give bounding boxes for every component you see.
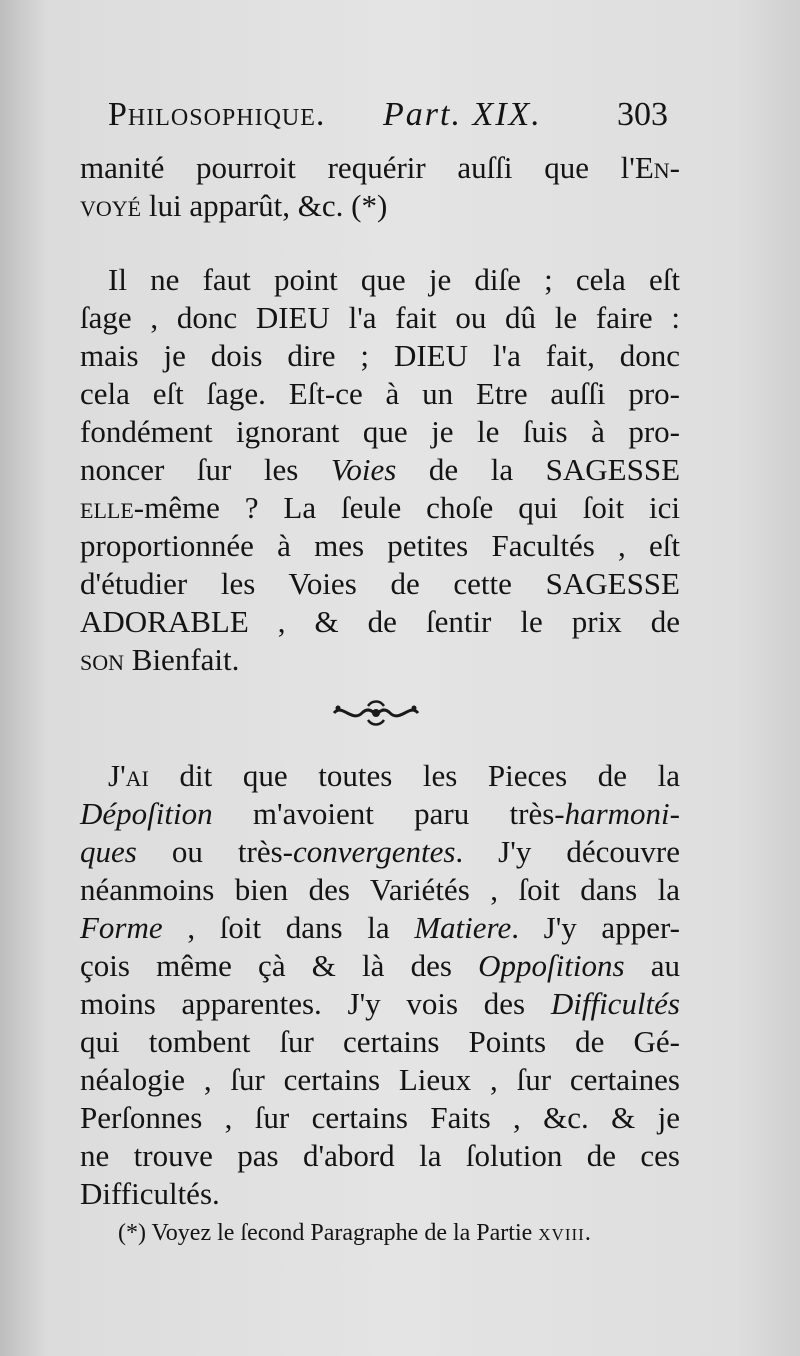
text-line <box>80 452 680 492</box>
italic-span: Matiere <box>414 910 512 945</box>
text-line <box>80 642 680 682</box>
text-line: ſage , donc DIEU l'a fait ou dû le faire : <box>80 300 680 335</box>
text-line <box>80 188 680 228</box>
footnote-text: (*) Voyez le ſecond Paragraphe de la Partie <box>118 1220 539 1246</box>
running-header <box>108 96 668 144</box>
italic-span: Oppoſitions <box>478 948 625 983</box>
text-span: çois même çà & là des <box>80 948 479 983</box>
text-line: Perſonnes , ſur certains Faits , &c. & je <box>80 1100 680 1135</box>
italic-span: Voies <box>330 452 397 487</box>
text-span: de la SAGESSE <box>396 452 681 487</box>
small-caps-span: En- <box>634 150 680 185</box>
footnote-ref: xviii. <box>538 1220 592 1246</box>
text-line: Difficultés. <box>80 1176 220 1211</box>
text-span: ou très- <box>136 834 293 869</box>
fleuron-ornament-icon <box>328 698 424 728</box>
italic-span: convergentes <box>293 834 456 869</box>
page-number: 303 <box>617 96 668 133</box>
text-line: néalogie , ſur certains Lieux , ſur certaines <box>80 1062 680 1097</box>
text-span: , ſoit dans la <box>162 910 415 945</box>
text-line: néanmoins bien des Variétés , ſoit dans la <box>80 872 680 907</box>
text-line: cela eſt ſage. Eſt-ce à un Etre auſſi pro- <box>80 376 680 411</box>
text-line: Il ne faut point que je diſe ; cela eſt <box>108 262 680 297</box>
text-line <box>80 796 680 836</box>
text-line <box>80 150 680 190</box>
text-span: m'avoient paru très- <box>212 796 565 831</box>
small-caps-span: elle <box>80 490 134 525</box>
text-line <box>80 834 680 874</box>
text-span: dit que toutes les Pieces de la <box>148 758 680 793</box>
part-label: Part. XIX. <box>383 96 542 133</box>
italic-span: Difficultés <box>550 986 680 1021</box>
text-line <box>80 948 680 988</box>
italic-span: harmoni- <box>564 796 680 831</box>
text-line: ne trouve pas d'abord la ſolution de ces <box>80 1138 680 1173</box>
text-line <box>108 758 680 798</box>
text-line <box>80 910 680 950</box>
italic-span: ques <box>80 834 137 869</box>
text-span: lui apparût, &c. (*) <box>141 188 388 223</box>
text-span: . J'y apper- <box>511 910 680 945</box>
small-caps-span: voyé <box>80 188 142 223</box>
text-span: manité pourroit requérir auſſi que l' <box>80 150 635 185</box>
text-line: ADORABLE , & de ſentir le prix de <box>80 604 680 639</box>
small-caps-span: son <box>80 642 125 677</box>
text-line: fondément ignorant que je le ſuis à pro- <box>80 414 680 449</box>
small-caps-span: J'ai <box>108 758 149 793</box>
text-span: -même ? La ſeule choſe qui ſoit ici <box>133 490 680 525</box>
footnote <box>118 1218 698 1252</box>
text-span: noncer ſur les <box>80 452 331 487</box>
text-span: moins apparentes. J'y vois des <box>80 986 551 1021</box>
text-line: proportionnée à mes petites Facultés , eſt <box>80 528 680 563</box>
text-line: mais je dois dire ; DIEU l'a fait, donc <box>80 338 680 373</box>
text-line <box>80 986 680 1026</box>
text-line: d'étudier les Voies de cette SAGESSE <box>80 566 680 601</box>
text-span: . J'y découvre <box>455 834 680 869</box>
italic-span: Forme <box>80 910 163 945</box>
text-span: au <box>624 948 680 983</box>
running-title: Philosophique. <box>108 96 326 133</box>
text-line: qui tombent ſur certains Points de Gé- <box>80 1024 680 1059</box>
text-line <box>80 490 680 530</box>
italic-span: Dépoſition <box>80 796 213 831</box>
text-span: Bienfait. <box>124 642 240 677</box>
